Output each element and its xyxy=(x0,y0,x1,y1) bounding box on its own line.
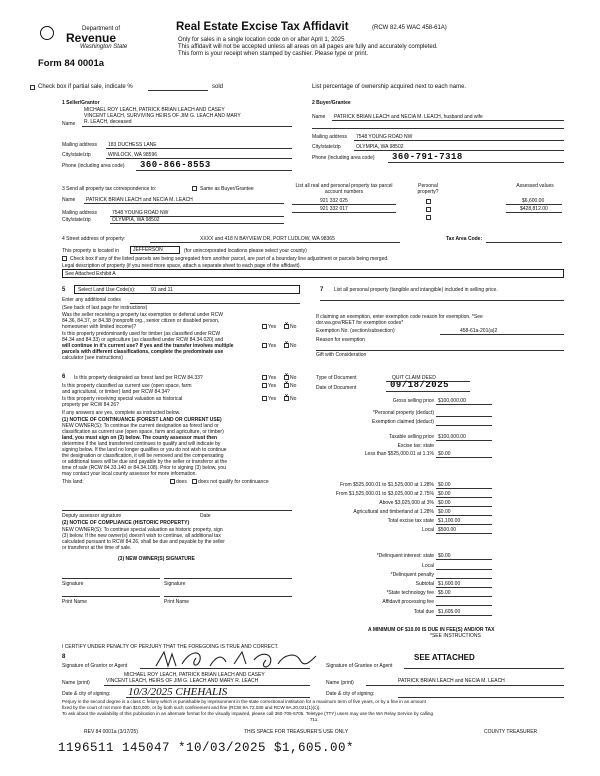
section6-q3-line-2: property per RCW 84.26? xyxy=(62,402,119,408)
grantee-date-label: Date & city of signing: xyxy=(326,691,375,697)
grantee-signature-label: Signature of Grantee or Agent xyxy=(326,663,393,669)
calc-label: From $1,525,000.01 to $3,025,000 at 2.75% xyxy=(335,491,434,497)
section3-city-field[interactable] xyxy=(110,223,284,224)
dor-logo xyxy=(40,26,144,54)
buyer-city-label: City/state/zip xyxy=(312,144,341,150)
street-address: XXXX and 418 N BAYVIEW DR, PORT LUDLOW, WA 98365 xyxy=(200,236,335,242)
logo-state: Washington State xyxy=(80,44,128,50)
section3-city: OLYMPIA, WA 98502 xyxy=(112,217,160,223)
treasurer-only: THIS SPACE FOR TREASURER'S USE ONLY xyxy=(244,729,349,735)
calc-value: $1,100.00 xyxy=(438,518,461,524)
legal-description-note: Legal description of property (if you need more space, attach a separate sheet to each page of the affidavit). xyxy=(62,263,301,269)
section3-mailing: 7548 YOUNG ROAD NW xyxy=(112,210,169,216)
section6-q2-no[interactable]: × No xyxy=(284,383,296,389)
buyer-phone-label: Phone (including area code) xyxy=(312,155,375,161)
calc-label: Gross selling price xyxy=(392,398,434,404)
calc-value: $500.00 xyxy=(438,527,457,533)
new-owner-signature-line-1[interactable] xyxy=(62,578,160,579)
section6-q3-yes[interactable]: Yes xyxy=(262,396,276,402)
calc-field[interactable] xyxy=(436,587,492,588)
print-name-line-1[interactable] xyxy=(62,596,160,597)
assessed-value-2: $428,812.00 xyxy=(520,206,548,212)
reason-field[interactable] xyxy=(316,350,564,351)
county-treasurer: COUNTY TREASURER xyxy=(484,729,538,735)
calc-value: $0.00 xyxy=(438,509,451,515)
same-as-buyer-label: Same as Buyer/Grantee xyxy=(200,186,254,192)
personal-property-checkbox-2[interactable] xyxy=(426,207,431,212)
see-instructions: *SEE INSTRUCTIONS xyxy=(430,633,481,639)
section6-q3-line-1: Is this property receiving special valuation as historical xyxy=(62,396,183,402)
buyer-mailing-label: Mailing address xyxy=(312,134,348,140)
assessed-value-1: $6,600.00 xyxy=(522,198,545,204)
doc-date-field[interactable] xyxy=(386,391,470,392)
notice1-body-6: the designation or classification, it will be removed and the compensating xyxy=(62,453,224,459)
exemption-label: Exemption No. (section/subsection) xyxy=(316,328,395,334)
section3-mailing-label: Mailing address xyxy=(62,210,98,216)
enter-additional-codes: Enter any additional codes xyxy=(62,297,121,303)
new-owner-signature-heading: (3) NEW OWNER(S) SIGNATURE xyxy=(118,556,195,562)
tax-area-label: Tax Area Code: xyxy=(446,236,483,242)
notice2-body-2: (3) below. If the new owner(s) doesn't wish to continue, all additional tax xyxy=(62,533,221,539)
section5-q2-line-2: 84.34 and 84.33) or agriculture (as classified under RCW 84.34.020) and xyxy=(62,337,224,343)
reason-value: Gift with Consideration xyxy=(316,352,367,358)
doc-type-label: Type of Document xyxy=(316,375,357,381)
section6-q2-line-2: and agricultural, or timber) land per RCW 84.34? xyxy=(62,389,170,395)
located-in-label: This property is located in xyxy=(62,248,119,254)
washington-seal-icon xyxy=(40,26,54,40)
buyer-phone: 360-791-7318 xyxy=(392,152,463,162)
notice2-body-4: or transferor at the time of sale. xyxy=(62,545,132,551)
personal-property-checkbox-3[interactable] xyxy=(426,215,431,220)
list-percentage-note: List percentage of ownership acquired next to each name. xyxy=(312,84,467,90)
section5-q2-no[interactable]: × No xyxy=(284,343,296,349)
buyer-name: PATRICK BRIAN LEACH and NECIA M. LEACH, husband and wife xyxy=(334,114,483,120)
seller-phone-label: Phone (including area code) xyxy=(62,163,125,169)
buyer-city-field[interactable] xyxy=(354,150,564,151)
certify-statement: I CERTIFY UNDER PENALTY OF PERJURY THAT THE FOREGOING IS TRUE AND CORRECT. xyxy=(62,644,279,650)
seller-city: WINLOCK, WA 98596 xyxy=(108,152,157,158)
section5-q2-line-4: parcels with different classifications, complete the predominate use xyxy=(62,349,224,355)
grantee-date-field[interactable] xyxy=(398,697,564,698)
personal-property-header: Personal property? xyxy=(417,183,439,195)
land-does-not-option[interactable]: does not qualify for continuance xyxy=(192,479,269,485)
calc-label: From $525,000.01 to $1,525,000 at 1.28% xyxy=(340,482,434,488)
calc-field[interactable] xyxy=(436,596,492,597)
same-as-buyer-checkbox[interactable] xyxy=(192,186,197,191)
county-note: (for unincorporated locations please select your county) xyxy=(184,248,307,254)
buyer-mailing: 7548 YOUNG ROAD NW xyxy=(356,134,413,140)
section4-heading: 4 Street address of property: xyxy=(62,236,126,242)
grantee-name-field[interactable] xyxy=(366,685,564,686)
assessed-field-1[interactable] xyxy=(506,204,562,205)
buyer-mailing-field[interactable] xyxy=(354,140,564,141)
logo-dept: Department of xyxy=(82,26,121,32)
seller-mailing-label: Mailing address xyxy=(62,142,98,148)
notice2-title: (2) NOTICE OF COMPLIANCE (HISTORIC PROPERTY) xyxy=(62,520,190,526)
section5-q2-line-1: Is this property predominantly used for timber (as classified under RCW xyxy=(62,331,221,337)
seller-name-field[interactable] xyxy=(82,126,292,127)
section7-heading: 7 xyxy=(320,287,324,293)
grantor-date-field[interactable] xyxy=(126,697,310,698)
see-attached: SEE ATTACHED xyxy=(414,653,475,662)
calc-field[interactable] xyxy=(436,488,492,489)
notice1-body-4: determine if the land transferred continues to qualify and will indicate by xyxy=(62,441,221,447)
calc-value: $100,000.00 xyxy=(438,398,466,404)
calc-label: Less than $525,000.01 at 1.1% xyxy=(364,451,434,457)
partial-percent-field[interactable] xyxy=(148,90,208,91)
calc-field[interactable] xyxy=(436,404,492,405)
calc-label: *Delinquent interest: state xyxy=(376,553,434,559)
exemption-number: 458-61a-201(a)2 xyxy=(460,328,498,334)
section5-q1-yes[interactable]: Yes xyxy=(262,324,276,330)
section3-heading: 3 Send all property tax correspondence to: xyxy=(62,186,157,192)
notice-1: Only for sales in a single location code on or after April 1, 2025 xyxy=(178,37,345,43)
calc-field[interactable] xyxy=(436,533,492,534)
personal-property-note: List all personal property (tangible and intangible) included in selling price. xyxy=(334,287,498,293)
street-address-field[interactable] xyxy=(150,242,400,243)
calc-value: $5.00 xyxy=(438,590,451,596)
see-back-note: (See back of last page for instructions) xyxy=(62,305,148,311)
calc-value: $0.00 xyxy=(438,500,451,506)
calc-label: *Delinquent penalty xyxy=(390,572,434,578)
grantor-name-line-2: VINCENT LEACH, HEIRS OF JIM G. LEACH AND MARY R. LEACH xyxy=(106,678,259,684)
calc-field[interactable] xyxy=(436,457,492,458)
calc-value: $0.00 xyxy=(438,491,451,497)
seller-mailing-field[interactable] xyxy=(106,148,292,149)
partial-sale-label: Check box if partial sale, indicate % xyxy=(38,84,133,90)
grantor-signature-line[interactable] xyxy=(140,668,310,669)
calc-label: Local xyxy=(422,527,434,533)
calc-value: $0.00 xyxy=(438,451,451,457)
land-use-label: Select Land Use Code(s): xyxy=(78,287,136,293)
calc-value: $100,000.00 xyxy=(438,434,466,440)
land-does-option[interactable]: does xyxy=(170,479,187,485)
parcel-field-1[interactable] xyxy=(292,204,396,205)
notice1-body-1: NEW OWNER(S): To continue the current designation as forest land or xyxy=(62,423,219,429)
grantee-name-label: Name (print) xyxy=(326,680,354,686)
calc-field[interactable] xyxy=(436,515,492,516)
claiming-line-2: dor.wa.gov/REET for exemption codes* xyxy=(316,320,404,326)
seller-city-field[interactable] xyxy=(106,158,292,159)
personal-property-field[interactable] xyxy=(320,300,564,301)
calc-label: Affidavit processing fee xyxy=(382,599,434,605)
calc-label: Agricultural and timberland at 1.28% xyxy=(353,509,434,515)
buyer-city: OLYMPIA, WA 98502 xyxy=(356,144,404,150)
seller-phone-field[interactable] xyxy=(136,170,292,171)
seller-name-line-1: MICHAEL ROY LEACH, PATRICK BRIAN LEACH AND CASEY xyxy=(84,107,225,113)
signature-label-2: Signature xyxy=(164,581,186,587)
notice1-title: (1) NOTICE OF CONTINUANCE (FOREST LAND OR CURRENT USE) xyxy=(62,417,222,423)
calc-field[interactable] xyxy=(436,506,492,507)
notice1-body-9: may contact your local county assessor for more information. xyxy=(62,471,197,477)
calc-field[interactable] xyxy=(436,605,492,606)
print-name-label-1: Print Name xyxy=(62,599,88,605)
parcel-number-1: 921 332 025 xyxy=(320,198,348,204)
signature-label-1: Signature xyxy=(62,581,84,587)
seller-name-line-3: R. LEACH, deceased xyxy=(84,119,132,125)
grantor-name-label: Name (print) xyxy=(62,680,90,686)
grantee-signature-line[interactable] xyxy=(404,668,564,669)
personal-property-checkbox-1[interactable] xyxy=(426,199,431,204)
grantor-signature-label: Signature of Grantor or Agent xyxy=(62,663,128,669)
land-use-select[interactable] xyxy=(74,285,300,294)
form-ref: REV 84 0001a (3/17/25) xyxy=(84,729,138,735)
land-use-codes: 91 and 11 xyxy=(151,287,173,293)
buyer-heading: 2 Buyer/Grantee xyxy=(312,100,351,106)
notice-2: This affidavit will not be accepted unless all areas on all pages are fully and accurately completed. xyxy=(178,44,438,50)
calc-label: Local xyxy=(422,563,434,569)
notice2-body-3: calculated pursuant to RCW 84.26, shall be due and payable by the seller xyxy=(62,539,225,545)
buyer-name-field-2[interactable] xyxy=(312,128,564,129)
section6-q3-no[interactable]: × No xyxy=(284,396,296,402)
notice1-body-8: time of sale (RCW 84.33.140 or 84.34.108). Prior to signing (3) below, you xyxy=(62,465,226,471)
calc-label: *State technology fee xyxy=(386,590,434,596)
sold-label: sold xyxy=(212,84,224,90)
section5-q2-line-3: will continue in it's current use? If yes and the transfer involves multiple xyxy=(62,343,234,349)
parcel-field-2[interactable] xyxy=(292,212,396,213)
grantor-name-line-1: MICHAEL ROY LEACH, PATRICK BRIAN LEACH AND CASEY xyxy=(124,672,265,678)
seller-mailing: 183 DUCHESS LANE xyxy=(108,142,157,148)
notice1-body-7: or additional taxes will be due and payable by the seller or transferor at the xyxy=(62,459,228,465)
calc-value: $1,600.00 xyxy=(438,581,461,587)
notice1-body-3: land, you must sign on (3) below. The county assessor must then xyxy=(62,435,218,441)
exemption-field[interactable] xyxy=(440,334,564,335)
grantor-date-signed: 10/3/2025 CHEHALIS xyxy=(128,686,228,698)
title-refs: (RCW 82.45 WAC 458-61A) xyxy=(372,25,447,31)
calc-value: $0.00 xyxy=(438,482,451,488)
this-land-label: This land: xyxy=(62,479,84,485)
buyer-phone-field[interactable] xyxy=(388,162,564,163)
calc-field[interactable] xyxy=(436,524,492,525)
section5-q1-line-3: homeowner with limited income)? xyxy=(62,324,137,330)
calc-field[interactable] xyxy=(436,425,492,426)
section6-q2-line-1: Is this property classified as current use (open space, farm xyxy=(62,383,192,389)
section5-q2-yes[interactable]: Yes xyxy=(262,343,276,349)
buyer-name-field[interactable] xyxy=(332,120,564,121)
section5-q1-line-1: Was the seller receiving a property tax exemption or deferral under RCW xyxy=(62,312,223,318)
parcel-number-2: 921 332 017 xyxy=(320,206,348,212)
print-name-line-2[interactable] xyxy=(164,596,292,597)
notice1-body-5: signing below. If the land no longer qualifies or you do not wish to continue xyxy=(62,447,227,453)
legal-description-field[interactable]: See Attached Exhibit A xyxy=(62,269,564,278)
section3-city-label: City/state/zip xyxy=(62,217,91,223)
calc-label: Exemption claimed (deduct) xyxy=(372,419,434,425)
buyer-name-label: Name xyxy=(312,114,326,120)
calc-value: $1,605.00 xyxy=(438,609,461,615)
section8-heading: 8 xyxy=(62,654,66,660)
calc-value: $0.00 xyxy=(438,553,451,559)
calc-field[interactable] xyxy=(436,416,492,417)
new-owner-signature-line-2[interactable] xyxy=(164,578,292,579)
calc-field[interactable] xyxy=(436,569,492,570)
segregated-note: Check box if any of the listed parcels are being segregated from another parcel, are part of a boundary line adjustment or parcels being merged. xyxy=(70,256,389,262)
segregated-checkbox[interactable] xyxy=(62,256,67,261)
section5-q1-no[interactable]: × No xyxy=(284,324,296,330)
calc-label: Subtotal xyxy=(415,581,434,587)
tax-area-field[interactable] xyxy=(486,242,562,243)
county-select[interactable]: JEFFERSON xyxy=(130,246,180,254)
calc-field[interactable] xyxy=(436,559,492,560)
notice1-body-2: classification as current use (open space, farm and agriculture, or timber) xyxy=(62,429,224,435)
calc-label: Total due xyxy=(413,609,434,615)
calc-field[interactable] xyxy=(436,615,492,616)
minimum-due-note: A MINIMUM OF $10.00 IS DUE IN FEE(S) AND/OR TAX xyxy=(368,627,495,633)
section5-q2-line-5: calculator (see instructions) xyxy=(62,355,123,361)
calc-field[interactable] xyxy=(436,578,492,579)
doc-date: 09/18/2025 xyxy=(390,380,450,390)
print-name-label-2: Print Name xyxy=(164,599,190,605)
calc-label: *Personal property (deduct) xyxy=(372,410,434,416)
grantor-date-label: Date & city of signing: xyxy=(62,691,111,697)
seller-heading: 1 Seller/Grantor xyxy=(62,100,100,106)
reason-label: Reason for exemption xyxy=(316,337,365,343)
additional-codes-field[interactable] xyxy=(130,303,300,304)
section5-q1-line-2: 84.36, 84.37, or 84.38 (nonprofit org., senior citizen or disabled person, xyxy=(62,318,220,324)
calc-label: Total excise tax state xyxy=(387,518,434,524)
seller-phone: 360-866-8553 xyxy=(140,160,211,170)
claiming-line-1: If claiming an exemption, enter exemption code reason for exemption. *See xyxy=(316,314,483,320)
doc-type: QUIT CLAIM DEED xyxy=(392,375,436,381)
cashier-receipt: 1196511 145047 *10/03/2025 $1,605.00* xyxy=(58,741,355,755)
doc-date-label: Date of Document xyxy=(316,385,357,391)
section6-q1: Is this property designated as forest land per RCW 84.33? xyxy=(74,375,203,381)
notice-3: This form is your receipt when stamped by cashier. Please type or print. xyxy=(178,51,369,57)
grantee-name: PATRICK BRIAN LEACH and NECIA M. LEACH xyxy=(398,678,505,684)
section6-q1-no[interactable]: × No xyxy=(284,375,296,381)
calc-label: Excise tax: state xyxy=(397,443,434,449)
deputy-signature-label: Deputy assessor signature xyxy=(62,513,122,519)
parcel-header: List all real and personal property tax parcel account numbers xyxy=(295,183,393,195)
perjury-line-1: Perjury in the second degree is a class C felony which is punishable by imprisonment in the state correctional institution for a maximum term of five years, or by a fine in an amount xyxy=(62,699,426,704)
notice2-body-1: NEW OWNER(S): To continue special valuation as historic property, sign xyxy=(62,527,223,533)
section3-name-field[interactable] xyxy=(84,203,284,204)
deputy-signature-line[interactable] xyxy=(62,510,292,511)
seller-name-line-2: VINCENT LEACH, SURVIVING HEIRS OF JIM G. LEACH AND MARY xyxy=(84,113,241,119)
section3-name-label: Name xyxy=(62,197,76,203)
assessed-header: Assessed values xyxy=(516,183,554,189)
calc-label: Above $3,025,000 at 3% xyxy=(379,500,434,506)
seller-name-label: Name xyxy=(62,121,76,127)
assessed-field-2[interactable] xyxy=(506,212,562,213)
logo-name: Revenue xyxy=(66,31,117,45)
if-yes-note: If any answers are yes, complete as instructed below. xyxy=(62,410,181,416)
seller-city-label: City/state/zip xyxy=(62,152,91,158)
section5-heading: 5 xyxy=(62,287,66,293)
perjury-line-4: 711. xyxy=(310,717,319,722)
calc-field[interactable] xyxy=(436,497,492,498)
section6-heading: 6 xyxy=(62,374,66,380)
partial-sale-checkbox[interactable] xyxy=(30,85,35,90)
calc-label: Taxable selling price xyxy=(388,434,434,440)
page-title: Real Estate Excise Tax Affidavit xyxy=(176,21,349,33)
deputy-date-label: Date xyxy=(200,513,211,519)
section3-name: PATRICK BRIAN LEACH and NECIA M. LEACH xyxy=(86,197,193,203)
perjury-line-3: To ask about the availability of this publication in an alternate format for the visually impaired, please call 360-705-6705. Teletype (TTY) users may use the WA Relay Service by calling xyxy=(62,711,434,716)
perjury-line-2: fixed by the court of not more than $10,000, or by both such confinement and fine (RCW 9A.72.030 and RCW 9A.20.021(1)(c)). xyxy=(62,705,321,710)
section6-q2-yes[interactable]: Yes xyxy=(262,383,276,389)
calc-field[interactable] xyxy=(436,440,492,441)
form-number: Form 84 0001a xyxy=(38,58,105,69)
section6-q1-yes[interactable]: Yes xyxy=(262,375,276,381)
